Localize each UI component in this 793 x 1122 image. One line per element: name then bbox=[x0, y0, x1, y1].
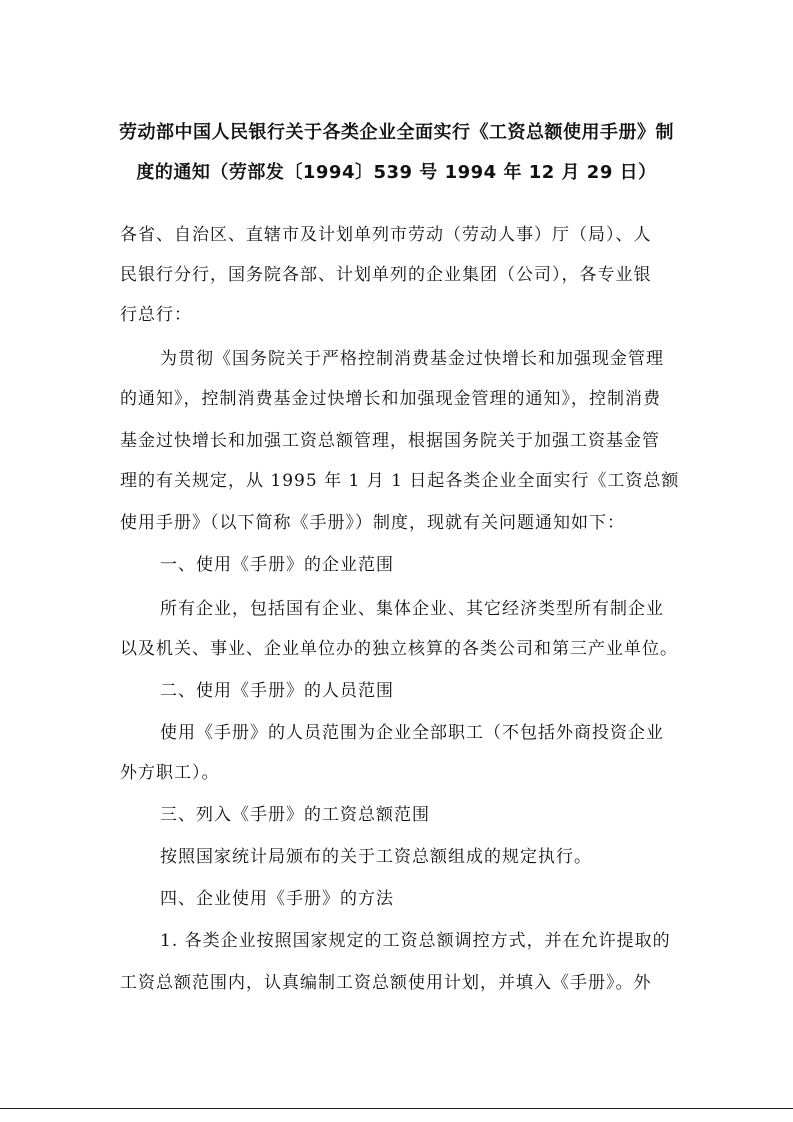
addressee-line-2: 民银行分行，国务院各部、计划单列的企业集团（公司），各专业银 bbox=[120, 265, 652, 285]
body-paragraph-line: 理的有关规定，从 1995 年 1 月 1 日起各类企业全面实行《工资总额 bbox=[120, 471, 680, 491]
page-bottom-rule bbox=[0, 1108, 793, 1109]
body-paragraph-line: 使用《手册》的人员范围为企业全部职工（不包括外商投资企业 bbox=[160, 723, 664, 743]
body-paragraph-line: 的通知》，控制消费基金过快增长和加强现金管理的通知》，控制消费 bbox=[120, 389, 661, 409]
section-heading-3: 三、列入《手册》的工资总额范围 bbox=[160, 805, 430, 825]
section-heading-1: 一、使用《手册》的企业范围 bbox=[160, 555, 394, 575]
document-title-line-2: 度的通知（劳部发〔1994〕539 号 1994 年 12 月 29 日） bbox=[136, 162, 657, 183]
body-paragraph-line: 按照国家统计局颁布的关于工资总额组成的规定执行。 bbox=[160, 847, 592, 867]
body-paragraph-line: 工资总额范围内，认真编制工资总额使用计划，并填入《手册》。外 bbox=[120, 973, 652, 993]
document-title-line-1: 劳动部中国人民银行关于各类企业全面实行《工资总额使用手册》制 bbox=[119, 122, 674, 143]
body-paragraph-line: 以及机关、事业、企业单位办的独立核算的各类公司和第三产业单位。 bbox=[120, 639, 678, 659]
body-paragraph-line: 所有企业，包括国有企业、集体企业、其它经济类型所有制企业 bbox=[160, 599, 664, 619]
body-paragraph-line: 使用手册》（以下简称《手册》）制度，现就有关问题通知如下： bbox=[120, 513, 625, 533]
addressee-line-1: 各省、自治区、直辖市及计划单列市劳动（劳动人事）厅（局）、人 bbox=[120, 225, 652, 245]
section-heading-2: 二、使用《手册》的人员范围 bbox=[160, 681, 394, 701]
body-paragraph-line: 为贯彻《国务院关于严格控制消费基金过快增长和加强现金管理 bbox=[160, 349, 664, 369]
body-paragraph-line: 基金过快增长和加强工资总额管理，根据国务院关于加强工资基金管 bbox=[120, 431, 660, 451]
body-paragraph-line: 1. 各类企业按照国家规定的工资总额调控方式，并在允许提取的 bbox=[160, 931, 671, 951]
body-paragraph-line: 外方职工）。 bbox=[120, 763, 220, 783]
addressee-line-3: 行总行： bbox=[120, 305, 192, 325]
section-heading-4: 四、企业使用《手册》的方法 bbox=[160, 889, 394, 909]
